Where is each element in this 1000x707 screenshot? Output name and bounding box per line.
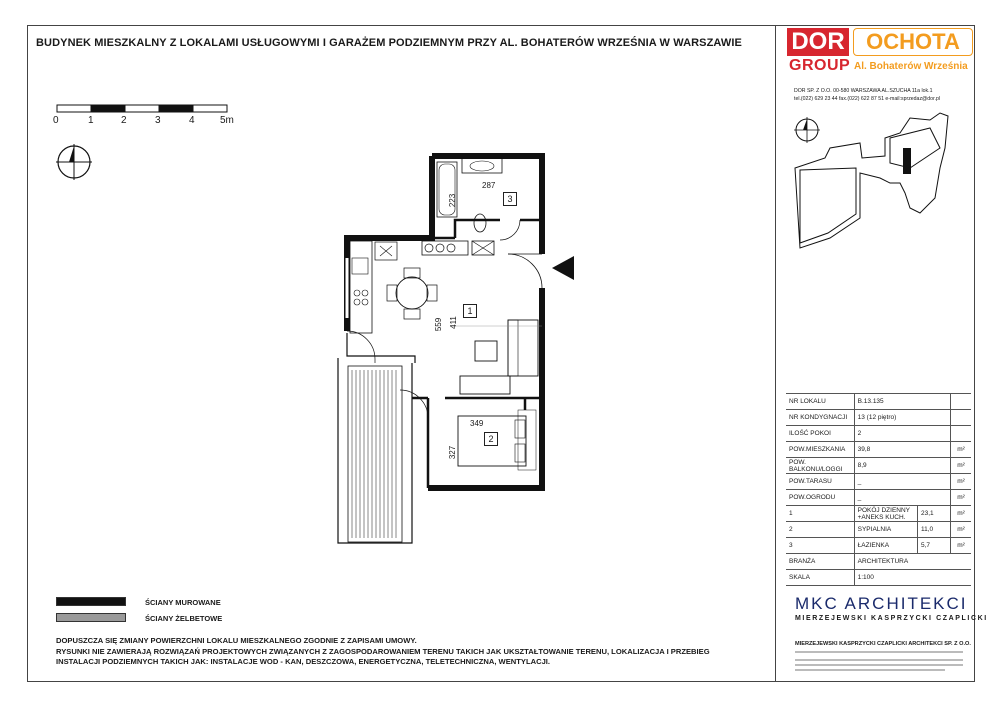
- table-row: [786, 426, 971, 442]
- row-label-pow-mieszkania: POW.MIESZKANIA: [786, 442, 854, 458]
- table-row: [786, 506, 971, 522]
- architect-brand: MKC ARCHITEKCI: [795, 594, 968, 613]
- table-row: [786, 458, 971, 474]
- row-label-ogrod: POW.OGRODU: [786, 490, 854, 506]
- room-num-cell: 1: [786, 506, 854, 522]
- dim-living-b: 411: [448, 316, 458, 329]
- row-value-nr-lokalu: B.13.135: [854, 394, 950, 410]
- contact-phone: tel.(022) 629 23 44 fax.(022) 622 87 51 e-mail:sprzedaz@dor.pl: [794, 96, 940, 102]
- room-number-2: 2: [484, 432, 498, 446]
- row-unit: m²: [951, 506, 972, 522]
- row-unit: m²: [951, 538, 972, 554]
- dim-bath-width: 287: [482, 181, 496, 190]
- room-num-cell: 2: [786, 522, 854, 538]
- scale-label-1: 1: [88, 115, 94, 126]
- row-label-nr-lokalu: NR LOKALU: [786, 394, 854, 410]
- room-num-cell: 3: [786, 538, 854, 554]
- footer-label-branza: BRANŻA: [786, 554, 854, 570]
- logo-dor: DOR: [787, 28, 849, 56]
- dim-bedroom-height: 327: [448, 445, 458, 460]
- key-plan: [790, 108, 960, 253]
- page-title: BUDYNEK MIESZKALNY Z LOKALAMI USŁUGOWYMI I GARAŻEM PODZIEMNYM PRZY AL. BOHATERÓW WRZEŚNIA W WARSZAWIE: [36, 37, 742, 49]
- notes: [56, 636, 756, 668]
- logo-street: Al. Bohaterów Września: [854, 61, 968, 72]
- note-line-3: INSTALACJI PODZIEMNYCH TAKICH JAK: INSTALACJE WOD - KAN, DESZCZOWA, ENERGETYCZNA, TELETECHNICZNA, WENTYLACJI.: [56, 657, 551, 666]
- legend-swatch-masonry: [56, 597, 126, 606]
- row-unit: m²: [951, 442, 972, 458]
- row-label-taras: POW.TARASU: [786, 474, 854, 490]
- scale-label-3: 3: [155, 115, 161, 126]
- floor-plan: [330, 148, 580, 548]
- logo-ochota: OCHOTA: [853, 28, 973, 56]
- room-name-cell: ŁAZIENKA: [854, 538, 917, 554]
- legend-swatch-concrete: [56, 613, 126, 622]
- architect-fine-print: [795, 650, 965, 676]
- footer-value-branza: ARCHITEKTURA: [854, 554, 971, 570]
- row-value-kondygnacja: 13 (12 piętro): [854, 410, 950, 426]
- scale-bar: [56, 104, 236, 116]
- room-number-1: 1: [463, 304, 477, 318]
- row-unit: m²: [951, 522, 972, 538]
- table-row: [786, 570, 971, 586]
- row-value-pow-mieszkania: 39,8: [854, 442, 950, 458]
- room-area-cell: 11,0: [918, 522, 951, 538]
- row-value-ogrod: _: [854, 490, 950, 506]
- dim-bath-height: 223: [448, 193, 458, 208]
- row-unit: m²: [951, 474, 972, 490]
- table-row: [786, 490, 971, 506]
- row-unit: m²: [951, 490, 972, 506]
- table-row: [786, 394, 971, 410]
- table-row: [786, 554, 971, 570]
- row-value-taras: _: [854, 474, 950, 490]
- footer-value-skala: 1:100: [854, 570, 971, 586]
- row-value-pokoje: 2: [854, 426, 950, 442]
- room-area-cell: 5,7: [918, 538, 951, 554]
- note-line-2: RYSUNKI NIE ZAWIERAJĄ ROZWIĄZAŃ PROJEKTOWYCH ZWIĄZANYCH Z ZAGOSPODAROWANIEM TERENU TAKICH JAK UKSZTAŁTOWANIE TERENU, LOKALIZACJA I PRZEBIEG: [56, 646, 710, 656]
- row-label-kondygnacja: NR KONDYGNACJI: [786, 410, 854, 426]
- table-row: [786, 410, 971, 426]
- dim-bedroom-width: 349: [470, 419, 484, 428]
- architect-names: MIERZEJEWSKI KASPRZYCKI CZAPLICKI: [795, 615, 988, 622]
- apartment-info-table: [786, 393, 971, 586]
- room-name-cell: POKÓJ DZIENNY +ANEKS KUCH.: [854, 506, 917, 522]
- scale-label-2: 2: [121, 115, 127, 126]
- row-unit: [951, 410, 972, 426]
- row-label-pokoje: ILOŚĆ POKOI: [786, 426, 854, 442]
- room-area-cell: 23,1: [918, 506, 951, 522]
- scale-label-0: 0: [53, 115, 59, 126]
- architect-company: MIERZEJEWSKI KASPRZYCKI CZAPLICKI ARCHITEKCI SP. Z O.O.: [795, 641, 971, 647]
- table-row: [786, 474, 971, 490]
- table-row: [786, 522, 971, 538]
- dim-living-a: 559: [434, 317, 444, 332]
- row-value-balkon: 8,9: [854, 458, 950, 474]
- legend-label-concrete: ŚCIANY ŻELBETOWE: [145, 614, 223, 623]
- row-unit: [951, 394, 972, 410]
- row-label-balkon: POW. BALKONU/LOGGI: [786, 458, 854, 474]
- table-row: [786, 538, 971, 554]
- logo-group: GROUP: [789, 57, 851, 74]
- scale-label-4: 4: [189, 115, 195, 126]
- scale-label-5m: 5m: [220, 115, 234, 126]
- footer-label-skala: SKALA: [786, 570, 854, 586]
- contact-address: DOR SP. Z O.O. 00-580 WARSZAWA AL.SZUCHA 11a lok.1: [794, 88, 933, 94]
- note-line-1: DOPUSZCZA SIĘ ZMIANY POWIERZCHNI LOKALU MIESZKALNEGO ZGODNIE Z ZAPISAMI UMOWY.: [56, 636, 417, 645]
- row-unit: [951, 426, 972, 442]
- room-number-3: 3: [503, 192, 517, 206]
- north-arrow-icon: [55, 142, 95, 182]
- row-unit: m²: [951, 458, 972, 474]
- legend-label-masonry: ŚCIANY MUROWANE: [145, 598, 221, 607]
- table-row: [786, 442, 971, 458]
- room-name-cell: SYPIALNIA: [854, 522, 917, 538]
